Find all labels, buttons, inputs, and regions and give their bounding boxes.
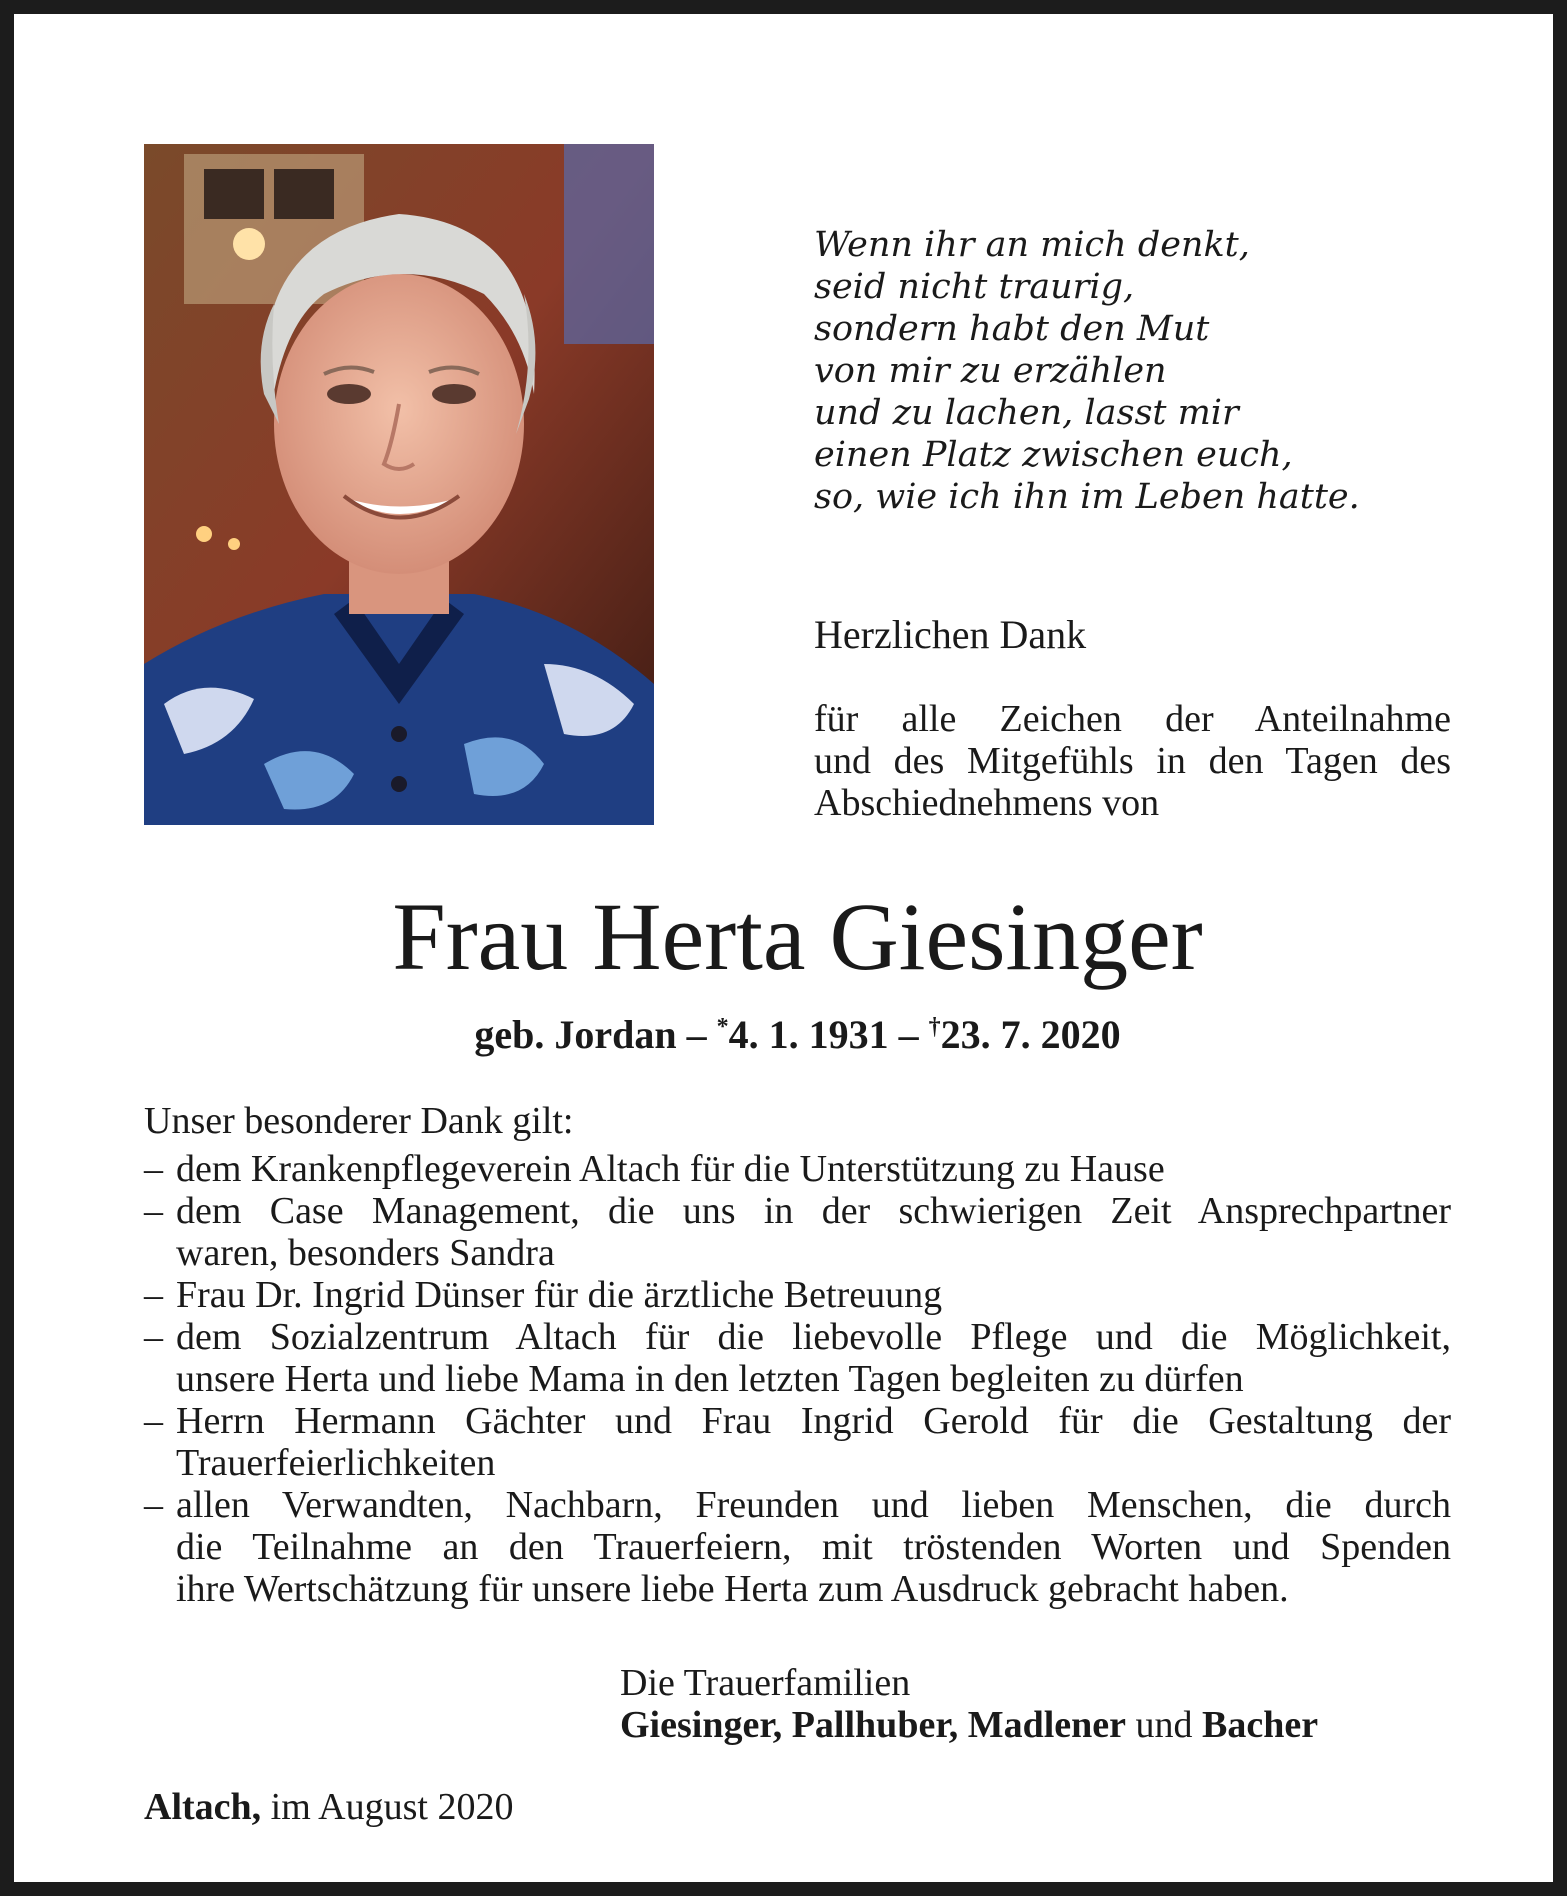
bullet-dash: – — [144, 1148, 163, 1190]
list-item — [144, 1316, 1451, 1400]
separator: – — [898, 1012, 919, 1057]
death-date: 23. 7. 2020 — [940, 1012, 1121, 1057]
family-name: Pallhuber, — [791, 1704, 959, 1746]
poem — [814, 224, 1360, 518]
list-item — [144, 1400, 1451, 1484]
list-item-line: allen Verwandten, Nachbarn, Freunden und lieben Menschen, die durch — [176, 1484, 1451, 1526]
life-dates — [14, 1002, 1567, 1060]
poem-line: und zu lachen, lasst mir — [814, 393, 1239, 433]
family-name: Giesinger, — [620, 1704, 783, 1746]
bullet-dash: – — [144, 1274, 163, 1316]
list-item — [144, 1190, 1451, 1274]
bullet-dash: – — [144, 1190, 163, 1232]
special-thanks-intro: Unser besonderer Dank gilt: — [144, 1100, 574, 1142]
bullet-dash: – — [144, 1484, 163, 1526]
died-symbol: † — [928, 1014, 941, 1040]
list-item-line: Trauerfeierlichkeiten — [176, 1442, 496, 1484]
list-item-line: ihre Wertschätzung für unsere liebe Herta zum Ausdruck gebracht haben. — [176, 1568, 1289, 1610]
deceased-name: Frau Herta Giesinger — [392, 883, 1203, 990]
signature-families — [620, 1704, 1318, 1746]
list-item-line: unsere Herta und liebe Mama in den letzten Tagen begleiten zu dürfen — [176, 1358, 1244, 1400]
list-item — [144, 1148, 1451, 1190]
signature-intro: Die Trauerfamilien — [620, 1662, 911, 1704]
thanks-text — [814, 698, 1451, 824]
list-item — [144, 1484, 1451, 1610]
list-item-line: Herrn Hermann Gächter und Frau Ingrid Gerold für die Gestaltung der — [176, 1400, 1451, 1442]
list-item-line: Frau Dr. Ingrid Dünser für die ärztliche Betreuung — [176, 1274, 943, 1316]
poem-line: seid nicht traurig, — [814, 267, 1135, 307]
thanks-line: und des Mitgefühls in den Tagen des — [814, 740, 1451, 782]
list-item-line: waren, besonders Sandra — [176, 1232, 555, 1274]
conjunction: und — [1135, 1704, 1193, 1746]
date: im August 2020 — [270, 1786, 514, 1828]
list-item-line: die Teilnahme an den Trauerfeiern, mit tröstenden Worten und Spenden — [176, 1526, 1451, 1568]
town: Altach, — [144, 1786, 262, 1828]
place-date — [144, 1786, 513, 1828]
poem-line: Wenn ihr an mich denkt, — [814, 225, 1250, 265]
portrait-illustration — [144, 144, 654, 825]
separator: – — [686, 1012, 707, 1057]
list-item-line: dem Sozialzentrum Altach für die liebevolle Pflege und die Möglichkeit, — [176, 1316, 1451, 1358]
thanks-line: für alle Zeichen der Anteilnahme — [814, 698, 1451, 740]
bullet-dash: – — [144, 1316, 163, 1358]
list-item — [144, 1274, 1451, 1316]
birth-date: 4. 1. 1931 — [728, 1012, 889, 1057]
thanks-heading: Herzlichen Dank — [814, 612, 1087, 657]
list-item-line: dem Krankenpflegeverein Altach für die Unterstützung zu Hause — [176, 1148, 1165, 1190]
family-name: Madlener — [967, 1704, 1126, 1746]
poem-line: von mir zu erzählen — [814, 351, 1167, 391]
signature — [620, 1662, 1318, 1746]
special-thanks-list — [144, 1148, 1451, 1610]
bullet-dash: – — [144, 1400, 163, 1442]
thanks-line: Abschiednehmens von — [814, 782, 1160, 824]
portrait-photo — [144, 144, 654, 825]
born-symbol: * — [716, 1014, 729, 1040]
poem-line: sondern habt den Mut — [814, 309, 1210, 349]
birth-name: geb. Jordan — [474, 1012, 677, 1057]
special-thanks — [144, 1100, 1451, 1610]
family-name: Bacher — [1202, 1704, 1319, 1746]
poem-line: einen Platz zwischen euch, — [814, 435, 1293, 475]
list-item-line: dem Case Management, die uns in der schwierigen Zeit Ansprechpartner — [176, 1190, 1451, 1232]
poem-line: so, wie ich ihn im Leben hatte. — [814, 477, 1360, 517]
